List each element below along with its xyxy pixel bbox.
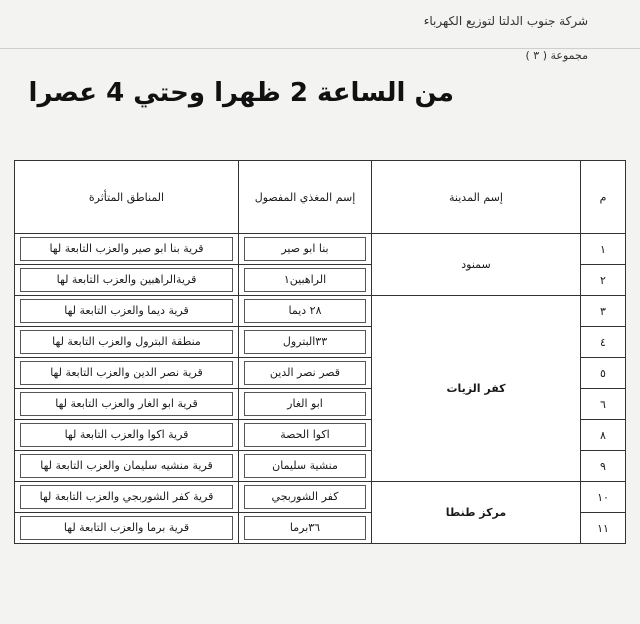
feeder-name: اكوا الحصة — [244, 423, 366, 447]
areas-cell — [15, 327, 239, 358]
affected-areas: قرية برما والعزب التابعة لها — [20, 516, 233, 540]
areas-cell — [15, 420, 239, 451]
feeder-cell — [239, 265, 372, 296]
areas-cell — [15, 234, 239, 265]
city-cell: كفر الزيات — [372, 296, 581, 482]
feeder-cell — [239, 327, 372, 358]
areas-cell — [15, 513, 239, 544]
row-num: ٣ — [581, 296, 626, 327]
row-num: ٦ — [581, 389, 626, 420]
row-num: ٤ — [581, 327, 626, 358]
city-cell: سمنود — [372, 234, 581, 296]
feeder-name: ٣٦برما — [244, 516, 366, 540]
affected-areas: منطقة البترول والعزب التابعة لها — [20, 330, 233, 354]
time-window-title: من الساعة 2 ظهرا وحتي 4 عصرا — [28, 78, 454, 108]
row-num: ١٠ — [581, 482, 626, 513]
feeder-name: ٣٣البترول — [244, 330, 366, 354]
areas-cell — [15, 265, 239, 296]
group-label: مجموعة ( ٣ ) — [525, 49, 588, 62]
header-areas: المناطق المتأثرة — [15, 161, 239, 234]
affected-areas: قرية ديما والعزب التابعة لها — [20, 299, 233, 323]
feeder-cell — [239, 358, 372, 389]
table-row — [15, 234, 626, 265]
header-feeder: إسم المغذي المفصول — [239, 161, 372, 234]
feeder-name: ابو الغار — [244, 392, 366, 416]
feeder-cell — [239, 420, 372, 451]
areas-cell — [15, 482, 239, 513]
row-num: ١ — [581, 234, 626, 265]
affected-areas: قرية ابو الغار والعزب التابعة لها — [20, 392, 233, 416]
feeder-cell — [239, 513, 372, 544]
feeder-name: الراهبين١ — [244, 268, 366, 292]
areas-cell — [15, 296, 239, 327]
table-row — [15, 482, 626, 513]
feeder-cell — [239, 389, 372, 420]
feeder-name: ٢٨ ديما — [244, 299, 366, 323]
company-name: شركة جنوب الدلتا لتوزيع الكهرباء — [423, 14, 588, 28]
areas-cell — [15, 358, 239, 389]
feeder-cell — [239, 296, 372, 327]
feeder-name: منشية سليمان — [244, 454, 366, 478]
feeder-cell — [239, 451, 372, 482]
feeder-name: قصر نصر الدين — [244, 361, 366, 385]
affected-areas: قريةالراهبين والعزب التابعة لها — [20, 268, 233, 292]
header-num: م — [581, 161, 626, 234]
affected-areas: قرية نصر الدين والعزب التابعة لها — [20, 361, 233, 385]
areas-cell — [15, 451, 239, 482]
affected-areas: قرية منشيه سليمان والعزب التابعة لها — [20, 454, 233, 478]
outage-table — [14, 160, 626, 544]
table-header-row — [15, 161, 626, 234]
header-city: إسم المدينة — [372, 161, 581, 234]
affected-areas: قرية كفر الشوربجي والعزب التابعة لها — [20, 485, 233, 509]
areas-cell — [15, 389, 239, 420]
feeder-name: بنا ابو صير — [244, 237, 366, 261]
feeder-cell — [239, 482, 372, 513]
feeder-name: كفر الشوربجي — [244, 485, 366, 509]
table-row — [15, 296, 626, 327]
row-num: ٨ — [581, 420, 626, 451]
row-num: ٩ — [581, 451, 626, 482]
affected-areas: قرية بنا ابو صير والعزب التابعة لها — [20, 237, 233, 261]
row-num: ٥ — [581, 358, 626, 389]
city-cell: مركز طنطا — [372, 482, 581, 544]
row-num: ٢ — [581, 265, 626, 296]
feeder-cell — [239, 234, 372, 265]
affected-areas: قرية اكوا والعزب التابعة لها — [20, 423, 233, 447]
row-num: ١١ — [581, 513, 626, 544]
